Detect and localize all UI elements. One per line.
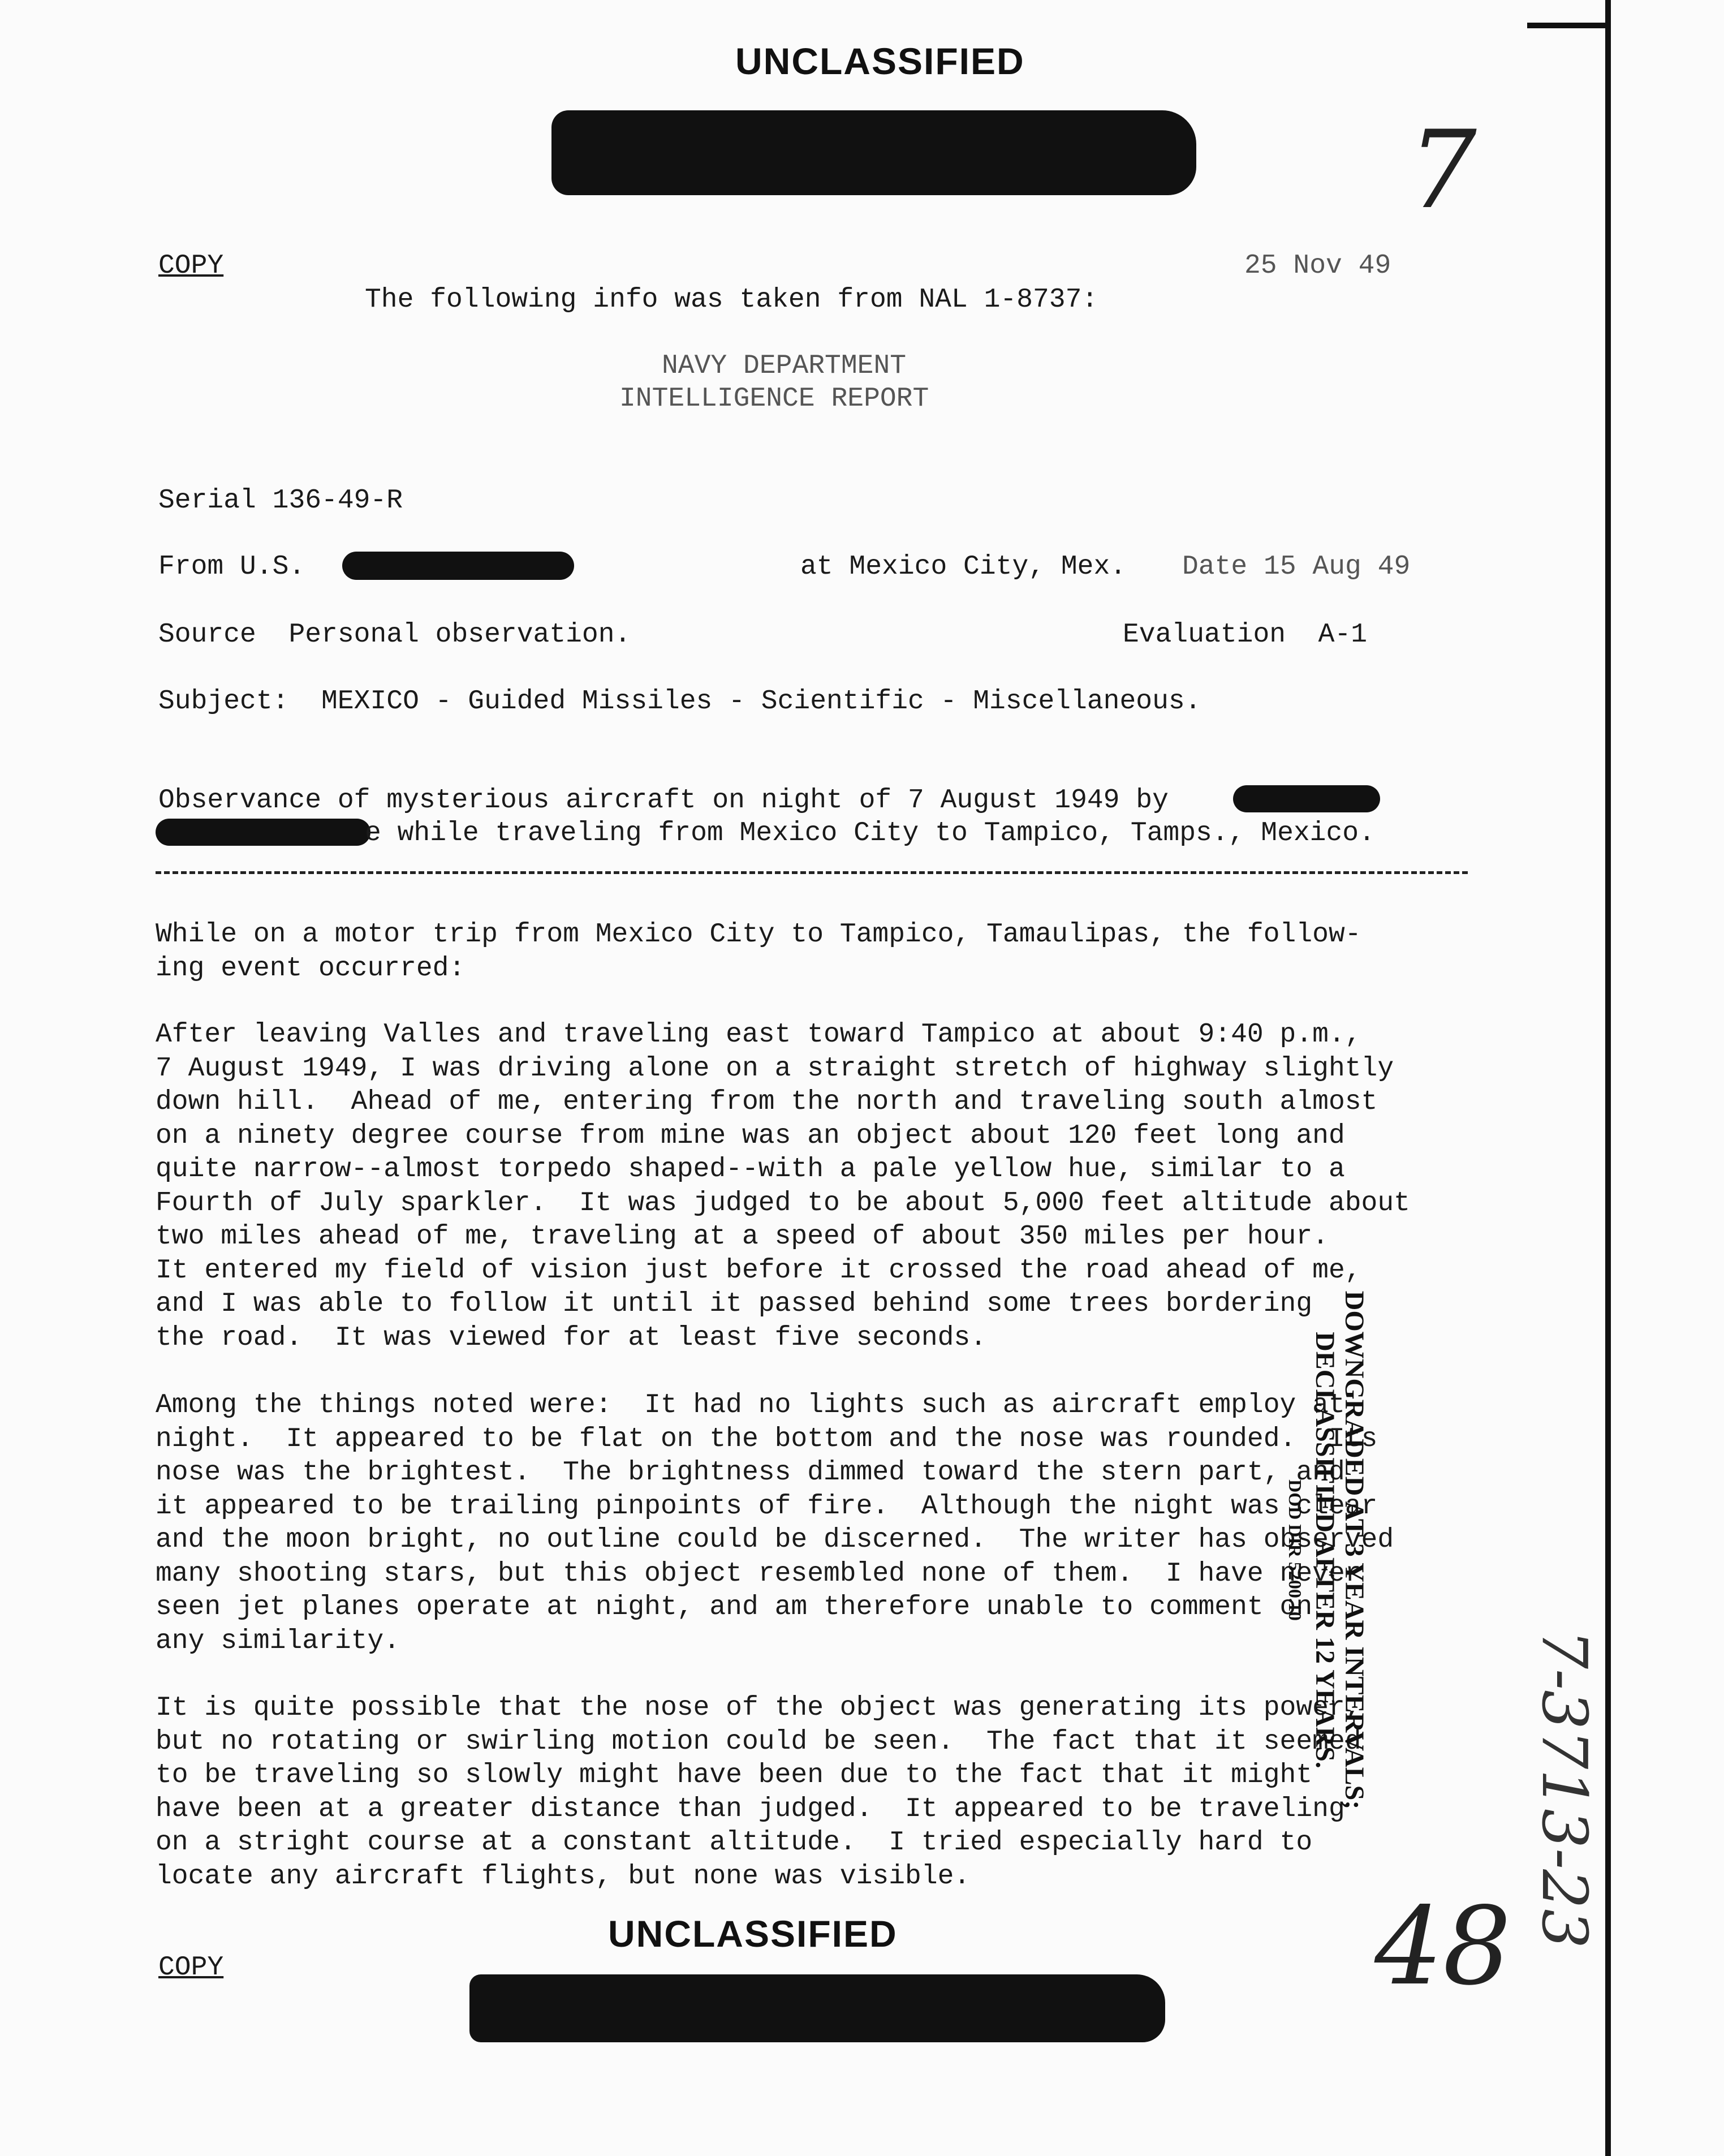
page-edge (1605, 0, 1611, 2156)
paragraph-2: After leaving Valles and traveling east toward Tampico at about 9:40 p.m., 7 August 1949, I was driving alone on a straight stretch of highway slightly down hill. Ahead of me, entering from the north and traveling south almost on a ninety degree course from mine was an object about 120 feet long and quite narrow--almost torpedo shaped--with a pale yellow hue, similar to a Fourth of July sparkler. It was judged to be about 5,000 feet altitude about two miles ahead of me, traveling at a speed of about 350 miles per hour. It entered my field of vision just before it crossed the road ahead of me, and I was able to follow it until it passed behind some trees bordering the road. It was viewed for at least five seconds. (156, 1019, 1410, 1353)
redacted-stamp-top (551, 110, 1196, 195)
handwritten-mark: 7 (1408, 107, 1477, 233)
location-field: at Mexico City, Mex. (800, 552, 1127, 582)
department-title: NAVY DEPARTMENT (662, 351, 907, 381)
source-field: Source Personal observation. (158, 619, 631, 650)
subject-field: Subject: MEXICO - Guided Missiles - Scientific - Miscellaneous. (158, 686, 1201, 717)
handwritten-document-number: 7-3713-23 (1528, 1629, 1601, 1949)
paragraph-1: While on a motor trip from Mexico City to Tampico, Tamaulipas, the follow- ing event occurred: (156, 919, 1361, 984)
classification-stamp-bottom: UNCLASSIFIED (608, 1913, 898, 1955)
date-field: Date 15 Aug 49 (1182, 552, 1411, 582)
declass-line-1: DOWNGRADED AT 3 YEAR INTERVALS; (1339, 1290, 1369, 1810)
classification-stamp-top: UNCLASSIFIED (735, 40, 1025, 82)
handwritten-page-number: 48 (1374, 1884, 1511, 2009)
intro-line: The following info was taken from NAL 1-8737: (365, 285, 1098, 315)
report-title: INTELLIGENCE REPORT (619, 384, 929, 414)
copy-label: COPY (158, 251, 224, 281)
separator-line (156, 871, 1468, 874)
from-field: From U.S. (158, 552, 305, 582)
paragraph-3: Among the things noted were: It had no lights such as aircraft employ at night. It appeared to be flat on the bottom and the nose was rounded. Its nose was the brightest. The brightness dimmed toward the stern part, and it appeared to be trailing pinpoints of fire. Although the night was clear and the moon bright, no outline could be discerned. The writer has observed many shooting stars, but this object resembled none of them. I have never seen jet planes operate at night, and am therefore unable to comment on any similarity. (156, 1390, 1394, 1656)
redacted-stamp-bottom (469, 1974, 1165, 2042)
header-date: 25 Nov 49 (1244, 251, 1391, 281)
declass-line-2: DECLASSIFIED AFTER 12 YEARS. (1310, 1332, 1340, 1768)
summary-line-1: Observance of mysterious aircraft on night of 7 August 1949 by (158, 785, 1169, 816)
serial-field: Serial 136-49-R (158, 485, 403, 516)
declassification-stamp (1281, 1267, 1369, 1833)
evaluation-field: Evaluation A-1 (1123, 619, 1368, 650)
page-edge-top (1527, 23, 1606, 28)
paragraph-4: It is quite possible that the nose of the object was generating its power, but no rotating or swirling motion could be seen. The fact that it seemed to be traveling so slowly might have been due to the fact that it might have been at a greater distance than judged. It appeared to be traveling on a stright course at a constant altitude. I tried especially hard to locate any aircraft flights, but none was visible. (156, 1693, 1361, 1892)
redacted-sender (342, 552, 574, 580)
copy-label-bottom: COPY (158, 1952, 224, 1983)
redacted-observer-2 (156, 819, 370, 846)
summary-line-2: e while traveling from Mexico City to Tampico, Tamps., Mexico. (365, 818, 1375, 849)
redacted-observer-1 (1233, 785, 1380, 812)
declass-line-3: DOD DIR 5200.10 (1285, 1479, 1305, 1621)
